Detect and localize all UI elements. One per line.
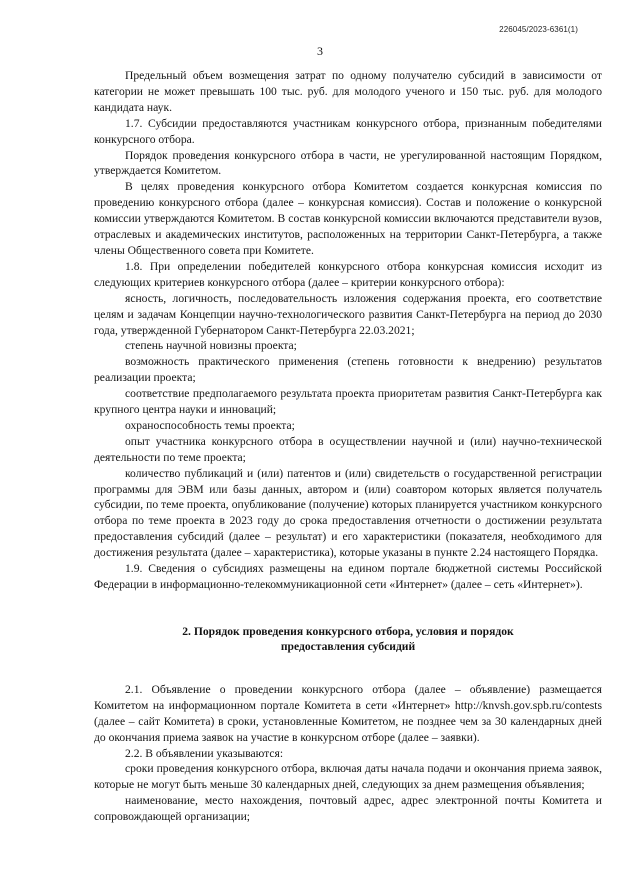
document-body <box>94 68 602 825</box>
document-id: 226045/2023-6361(1) <box>499 25 578 34</box>
criteria-item: возможность практического применения (степень готовности к внедрению) результатов реализации проекта; <box>94 355 602 385</box>
page-number: 3 <box>317 44 323 58</box>
paragraph: 2.1. Объявление о проведении конкурсного отбора (далее – объявление) размещается Комитетом на информационном портале Комитета в сети «Интернет» http://knvsh.gov.spb.ru/contests (далее – сайт Комитета) в сроки, установленные Комитетом, не позднее чем за 30 календарных дней до окончания приема заявок на участие в конкурсном отборе (далее – заявки). <box>94 682 602 744</box>
list-item: наименование, место нахождения, почтовый адрес, адрес электронной почты Комитета и сопровождающей организации; <box>94 794 602 824</box>
criteria-item: соответствие предполагаемого результата проекта приоритетам развития Санкт-Петербурга как крупного центра науки и инноваций; <box>94 387 602 417</box>
criteria-item: степень научной новизны проекта; <box>125 339 297 353</box>
section-heading: 2. Порядок проведения конкурсного отбора, условия и порядок предоставления субсидий <box>182 624 514 654</box>
criteria-item: опыт участника конкурсного отбора в осуществлении научной и (или) научно-технической деятельности по теме проекта; <box>94 434 602 464</box>
criteria-item: ясность, логичность, последовательность изложения содержания проекта, его соответствие целям и задачам Концепции научно-технологического развития Санкт-Петербурга на период до 2030 года, утвержденной Губернатором Санкт-Петербурга 22.03.2021; <box>94 291 602 337</box>
paragraph: 1.8. При определении победителей конкурсного отбора конкурсная комиссия исходит из следующих критериев конкурсного отбора (далее – критерии конкурсного отбора): <box>94 259 602 289</box>
paragraph: Предельный объем возмещения затрат по одному получателю субсидий в зависимости от категории не может превышать 100 тыс. руб. для молодого ученого и 150 тыс. руб. для молодого кандидата наук. <box>94 69 602 114</box>
paragraph: 1.7. Субсидии предоставляются участникам конкурсного отбора, признанным победителями конкурсного отбора. <box>94 116 602 146</box>
criteria-item: количество публикаций и (или) патентов и (или) свидетельств о государственной регистрации программы для ЭВМ или базы данных, автором и (или) соавтором которых является получатель субсидии, по теме проекта, опубликование (получение) которых планируется участником конкурсного отбора по теме проекта в 2023 году до срока предоставления отчетности о достижении результата предоставления субсидий (далее – результат) и его характеристики (показателя, необходимого для достижения результата (далее – характеристика), которые указаны в пункте 2.24 настоящего Порядка. <box>94 466 602 560</box>
paragraph: 1.9. Сведения о субсидиях размещены на едином портале бюджетной системы Российской Федерации в информационно-телекоммуникационной сети «Интернет» (далее – сеть «Интернет»). <box>94 562 602 591</box>
list-item: сроки проведения конкурсного отбора, включая даты начала подачи и окончания приема заявок, которые не могут быть меньше 30 календарных дней, следующих за днем размещения объявления; <box>94 762 602 792</box>
criteria-item: охраноспособность темы проекта; <box>125 418 295 432</box>
paragraph: 2.2. В объявлении указываются: <box>125 746 284 760</box>
paragraph: Порядок проведения конкурсного отбора в части, не урегулированной настоящим Порядком, утверждается Комитетом. <box>94 148 602 178</box>
paragraph: В целях проведения конкурсного отбора Комитетом создается конкурсная комиссия по проведению конкурсного отбора (далее – конкурсная комиссия). Состав и положение о конкурсной комиссии утверждаются Комитетом. В состав конкурсной комиссии включаются представители вузов, отраслевых и академических институтов, расположенных на территории Санкт-Петербурга, а также члены Общественного совета при Комитете. <box>94 180 602 257</box>
